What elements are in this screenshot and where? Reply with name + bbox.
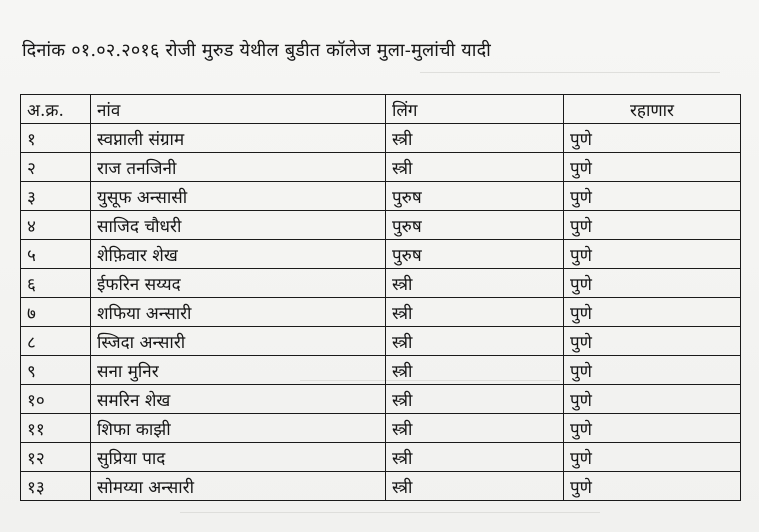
cell-name: साजिद चौधरी (91, 211, 386, 240)
cell-residence: पुणे (564, 124, 741, 153)
table-row (21, 298, 741, 327)
cell-name: शेफ़िवार शेख (91, 240, 386, 269)
cell-name: शफिया अन्सारी (91, 298, 386, 327)
cell-name: सोमय्या अन्सारी (91, 472, 386, 501)
cell-serial-no: ७ (21, 298, 91, 327)
header-name: नांव (91, 95, 386, 124)
cell-serial-no: १३ (21, 472, 91, 501)
table-body (21, 124, 741, 501)
cell-gender: स्त्री (386, 269, 564, 298)
cell-residence: पुणे (564, 211, 741, 240)
header-residence: रहाणार (564, 95, 741, 124)
cell-gender: स्त्री (386, 356, 564, 385)
cell-gender: पुरुष (386, 182, 564, 211)
cell-gender: पुरुष (386, 240, 564, 269)
cell-serial-no: ३ (21, 182, 91, 211)
document-title: दिनांक ०१.०२.२०१६ रोजी मुरुड येथील बुडीत कॉलेज मुला-मुलांची यादी (22, 40, 492, 61)
cell-residence: पुणे (564, 414, 741, 443)
cell-residence: पुणे (564, 153, 741, 182)
cell-gender: स्त्री (386, 153, 564, 182)
table-row (21, 211, 741, 240)
cell-name: सुप्रिया पाद (91, 443, 386, 472)
show-through-line (180, 512, 600, 513)
cell-residence: पुणे (564, 356, 741, 385)
cell-residence: पुणे (564, 269, 741, 298)
table-row (21, 153, 741, 182)
table-row (21, 443, 741, 472)
cell-gender: स्त्री (386, 327, 564, 356)
cell-gender: स्त्री (386, 443, 564, 472)
cell-serial-no: ५ (21, 240, 91, 269)
table-row (21, 240, 741, 269)
cell-residence: पुणे (564, 182, 741, 211)
cell-residence: पुणे (564, 298, 741, 327)
table-row (21, 356, 741, 385)
table-row (21, 472, 741, 501)
cell-serial-no: १ (21, 124, 91, 153)
header-gender: लिंग (386, 95, 564, 124)
cell-serial-no: १० (21, 385, 91, 414)
table-header-row (21, 95, 741, 124)
table-row (21, 182, 741, 211)
cell-name: ईफरिन सय्यद (91, 269, 386, 298)
header-serial-no: अ.क्र. (21, 95, 91, 124)
table-row (21, 269, 741, 298)
cell-gender: स्त्री (386, 385, 564, 414)
table-row (21, 414, 741, 443)
cell-name: समरिन शेख (91, 385, 386, 414)
cell-serial-no: ८ (21, 327, 91, 356)
cell-gender: पुरुष (386, 211, 564, 240)
table-row (21, 124, 741, 153)
cell-name: युसूफ अन्सासी (91, 182, 386, 211)
cell-name: स्वप्नाली संग्राम (91, 124, 386, 153)
cell-serial-no: ११ (21, 414, 91, 443)
cell-residence: पुणे (564, 472, 741, 501)
cell-name: शिफा काझी (91, 414, 386, 443)
student-list-table (20, 94, 741, 501)
cell-serial-no: १२ (21, 443, 91, 472)
cell-serial-no: ६ (21, 269, 91, 298)
cell-gender: स्त्री (386, 472, 564, 501)
cell-residence: पुणे (564, 385, 741, 414)
cell-serial-no: २ (21, 153, 91, 182)
cell-serial-no: ४ (21, 211, 91, 240)
cell-name: स्जिदा अन्सारी (91, 327, 386, 356)
table-row (21, 327, 741, 356)
cell-gender: स्त्री (386, 124, 564, 153)
cell-residence: पुणे (564, 240, 741, 269)
cell-name: सना मुनिर (91, 356, 386, 385)
cell-gender: स्त्री (386, 298, 564, 327)
cell-residence: पुणे (564, 327, 741, 356)
cell-gender: स्त्री (386, 414, 564, 443)
cell-name: राज तनजिनी (91, 153, 386, 182)
table-row (21, 385, 741, 414)
cell-residence: पुणे (564, 443, 741, 472)
show-through-line (420, 72, 720, 73)
cell-serial-no: ९ (21, 356, 91, 385)
